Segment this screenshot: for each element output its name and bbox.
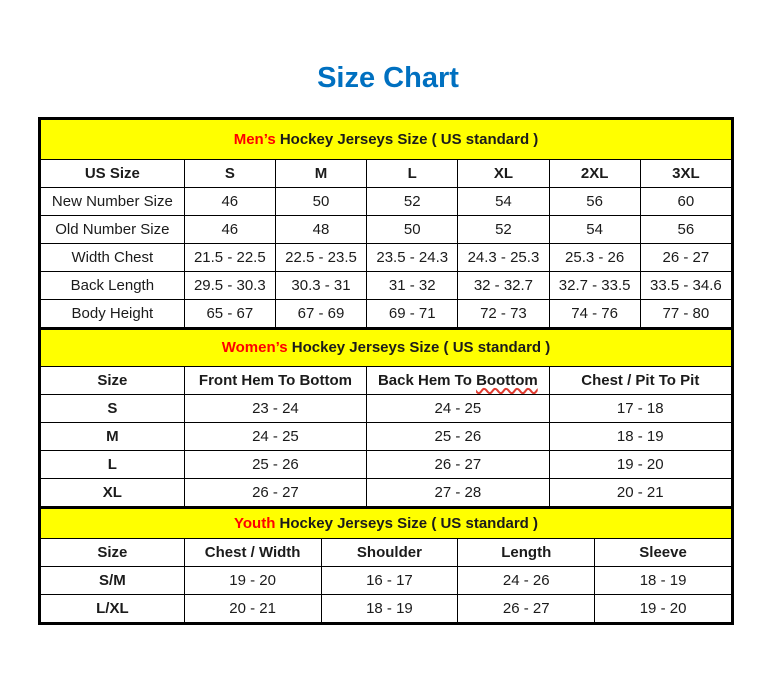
table-cell: 50 xyxy=(367,216,458,244)
mens-caption-row xyxy=(41,120,732,160)
table-cell: 56 xyxy=(549,188,640,216)
youth-caption xyxy=(41,508,732,539)
table-row xyxy=(41,216,732,244)
table-row xyxy=(41,300,732,328)
table-cell: 77 - 80 xyxy=(640,300,731,328)
table-cell: 20 - 21 xyxy=(184,595,321,623)
table-row xyxy=(41,450,732,478)
column-header-m: M xyxy=(275,160,366,188)
row-label: L xyxy=(41,450,185,478)
column-header-xl: XL xyxy=(458,160,549,188)
row-label: M xyxy=(41,422,185,450)
table-cell: 17 - 18 xyxy=(549,394,731,422)
table-cell: 20 - 21 xyxy=(549,478,731,506)
table-cell: 48 xyxy=(275,216,366,244)
table-cell: 56 xyxy=(640,216,731,244)
row-label: S xyxy=(41,394,185,422)
table-cell: 67 - 69 xyxy=(275,300,366,328)
table-cell: 50 xyxy=(275,188,366,216)
table-row xyxy=(41,188,732,216)
youth-size-table xyxy=(40,507,732,624)
column-header-3xl: 3XL xyxy=(640,160,731,188)
back-hem-prefix: Back Hem To xyxy=(377,371,477,389)
mens-caption-highlight: Men’s xyxy=(233,131,276,148)
table-cell: 31 - 32 xyxy=(367,272,458,300)
column-header-front-hem: Front Hem To Bottom xyxy=(184,366,366,394)
column-header-chest-width: Chest / Width xyxy=(184,539,321,567)
column-header-length: Length xyxy=(458,539,595,567)
youth-table-body xyxy=(41,567,732,623)
womens-size-table xyxy=(40,328,732,507)
row-label: Width Chest xyxy=(41,244,185,272)
table-cell: 25 - 26 xyxy=(184,450,366,478)
mens-table-body xyxy=(41,188,732,328)
mens-caption-rest: Hockey Jerseys Size ( US standard ) xyxy=(275,131,539,148)
table-cell: 19 - 20 xyxy=(549,450,731,478)
womens-caption xyxy=(41,329,732,366)
youth-caption-rest: Hockey Jerseys Size ( US standard ) xyxy=(275,514,538,532)
row-label: New Number Size xyxy=(41,188,185,216)
size-chart-frame xyxy=(38,117,734,625)
table-cell: 52 xyxy=(367,188,458,216)
table-cell: 60 xyxy=(640,188,731,216)
column-header-us-size: US Size xyxy=(41,160,185,188)
table-cell: 26 - 27 xyxy=(367,450,549,478)
womens-caption-highlight: Women’s xyxy=(221,339,288,357)
table-cell: 24 - 26 xyxy=(458,567,595,595)
mens-caption xyxy=(41,120,732,160)
back-hem-misspelled-word: Boottom xyxy=(476,371,538,389)
table-cell: 52 xyxy=(458,216,549,244)
womens-table-body xyxy=(41,394,732,506)
table-row xyxy=(41,422,732,450)
table-cell: 18 - 19 xyxy=(549,422,731,450)
table-cell: 26 - 27 xyxy=(184,478,366,506)
column-header-sleeve: Sleeve xyxy=(595,539,732,567)
table-cell: 25.3 - 26 xyxy=(549,244,640,272)
row-label: L/XL xyxy=(41,595,185,623)
row-label: Old Number Size xyxy=(41,216,185,244)
column-header-size: Size xyxy=(41,366,185,394)
table-cell: 23.5 - 24.3 xyxy=(367,244,458,272)
column-header-size: Size xyxy=(41,539,185,567)
table-cell: 19 - 20 xyxy=(184,567,321,595)
column-header-s: S xyxy=(184,160,275,188)
column-header-shoulder: Shoulder xyxy=(321,539,458,567)
womens-caption-row xyxy=(41,329,732,366)
table-cell: 24 - 25 xyxy=(184,422,366,450)
womens-column-header-row xyxy=(41,366,732,394)
womens-caption-rest: Hockey Jerseys Size ( US standard ) xyxy=(287,339,551,357)
table-cell: 30.3 - 31 xyxy=(275,272,366,300)
row-label: XL xyxy=(41,478,185,506)
table-cell: 46 xyxy=(184,216,275,244)
table-cell: 69 - 71 xyxy=(367,300,458,328)
column-header-l: L xyxy=(367,160,458,188)
table-cell: 32.7 - 33.5 xyxy=(549,272,640,300)
table-cell: 21.5 - 22.5 xyxy=(184,244,275,272)
youth-caption-row xyxy=(41,508,732,539)
table-cell: 32 - 32.7 xyxy=(458,272,549,300)
table-cell: 22.5 - 23.5 xyxy=(275,244,366,272)
column-header-back-hem xyxy=(367,366,549,394)
column-header-chest-pit: Chest / Pit To Pit xyxy=(549,366,731,394)
youth-column-header-row xyxy=(41,539,732,567)
table-row xyxy=(41,394,732,422)
table-cell: 19 - 20 xyxy=(595,595,732,623)
table-row xyxy=(41,244,732,272)
table-cell: 46 xyxy=(184,188,275,216)
table-cell: 23 - 24 xyxy=(184,394,366,422)
mens-size-table xyxy=(40,119,732,328)
table-cell: 27 - 28 xyxy=(367,478,549,506)
table-cell: 29.5 - 30.3 xyxy=(184,272,275,300)
table-cell: 26 - 27 xyxy=(640,244,731,272)
row-label: Back Length xyxy=(41,272,185,300)
table-cell: 16 - 17 xyxy=(321,567,458,595)
table-cell: 74 - 76 xyxy=(549,300,640,328)
table-cell: 72 - 73 xyxy=(458,300,549,328)
youth-caption-highlight: Youth xyxy=(234,514,276,532)
page-title: Size Chart xyxy=(317,62,459,94)
table-cell: 24 - 25 xyxy=(367,394,549,422)
table-row xyxy=(41,595,732,623)
column-header-2xl: 2XL xyxy=(549,160,640,188)
table-cell: 33.5 - 34.6 xyxy=(640,272,731,300)
table-cell: 26 - 27 xyxy=(458,595,595,623)
table-row xyxy=(41,272,732,300)
table-cell: 18 - 19 xyxy=(595,567,732,595)
table-row xyxy=(41,478,732,506)
table-cell: 24.3 - 25.3 xyxy=(458,244,549,272)
table-cell: 54 xyxy=(549,216,640,244)
row-label: Body Height xyxy=(41,300,185,328)
table-row xyxy=(41,567,732,595)
table-cell: 54 xyxy=(458,188,549,216)
row-label: S/M xyxy=(41,567,185,595)
table-cell: 18 - 19 xyxy=(321,595,458,623)
mens-column-header-row xyxy=(41,160,732,188)
table-cell: 65 - 67 xyxy=(184,300,275,328)
size-chart-page xyxy=(0,62,776,625)
table-cell: 25 - 26 xyxy=(367,422,549,450)
